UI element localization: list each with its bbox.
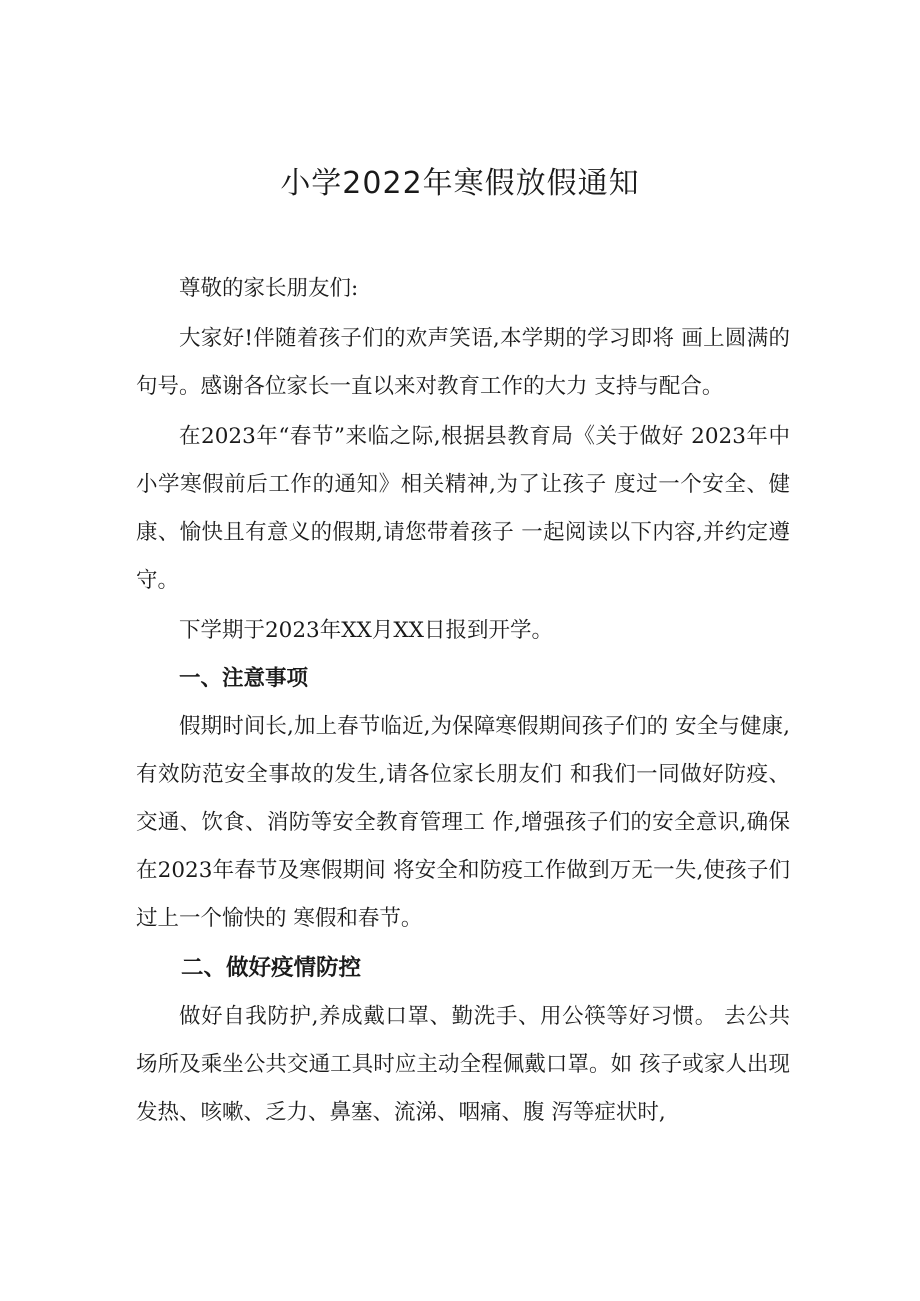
section-heading-notices: 一、注意事项 [179, 666, 309, 691]
paragraph-notices: 假期时间长,加上春节临近,为保障寒假期间孩子们的 安全与健康,有效防范安全事故的发生,请各位家长朋友们 和我们一同做好防疫、交通、饮食、消防等安全教育管理工 作,增强孩子们的安全意识,确保在2023年春节及寒假期间 将安全和防疫工作做到万无一失,使孩子们过上一个愉快的 寒假和春节。 [136, 714, 790, 931]
paragraph-epidemic-control: 做好自我防护,养成戴口罩、勤洗手、用公筷等好习惯。 去公共场所及乘坐公共交通工具时应主动全程佩戴口罩。如 孩子或家人出现发热、咳嗽、乏力、鼻塞、流涕、咽痛、腹 泻等症状时, [136, 1004, 790, 1125]
paragraph-spring-festival: 在2023年“春节”来临之际,根据县教育局《关于做好 2023年中小学寒假前后工作的通知》相关精神,为了让孩子 度过一个安全、健康、愉快且有意义的假期,请您带着孩子 一起阅读以下内容,并约定遵守。 [136, 424, 790, 593]
paragraph-greeting: 大家好!伴随着孩子们的欢声笑语,本学期的学习即将 画上圆满的句号。感谢各位家长一直以来对教育工作的大力 支持与配合。 [136, 326, 790, 399]
section-heading-epidemic-control: 二、做好疫情防控 [181, 955, 362, 981]
document-body [136, 265, 790, 1137]
document-title: 小学2022年寒假放假通知 [280, 166, 640, 201]
paragraph-school-start: 下学期于2023年XX月XX日报到开学。 [179, 618, 553, 643]
salutation: 尊敬的家长朋友们: [179, 276, 359, 301]
